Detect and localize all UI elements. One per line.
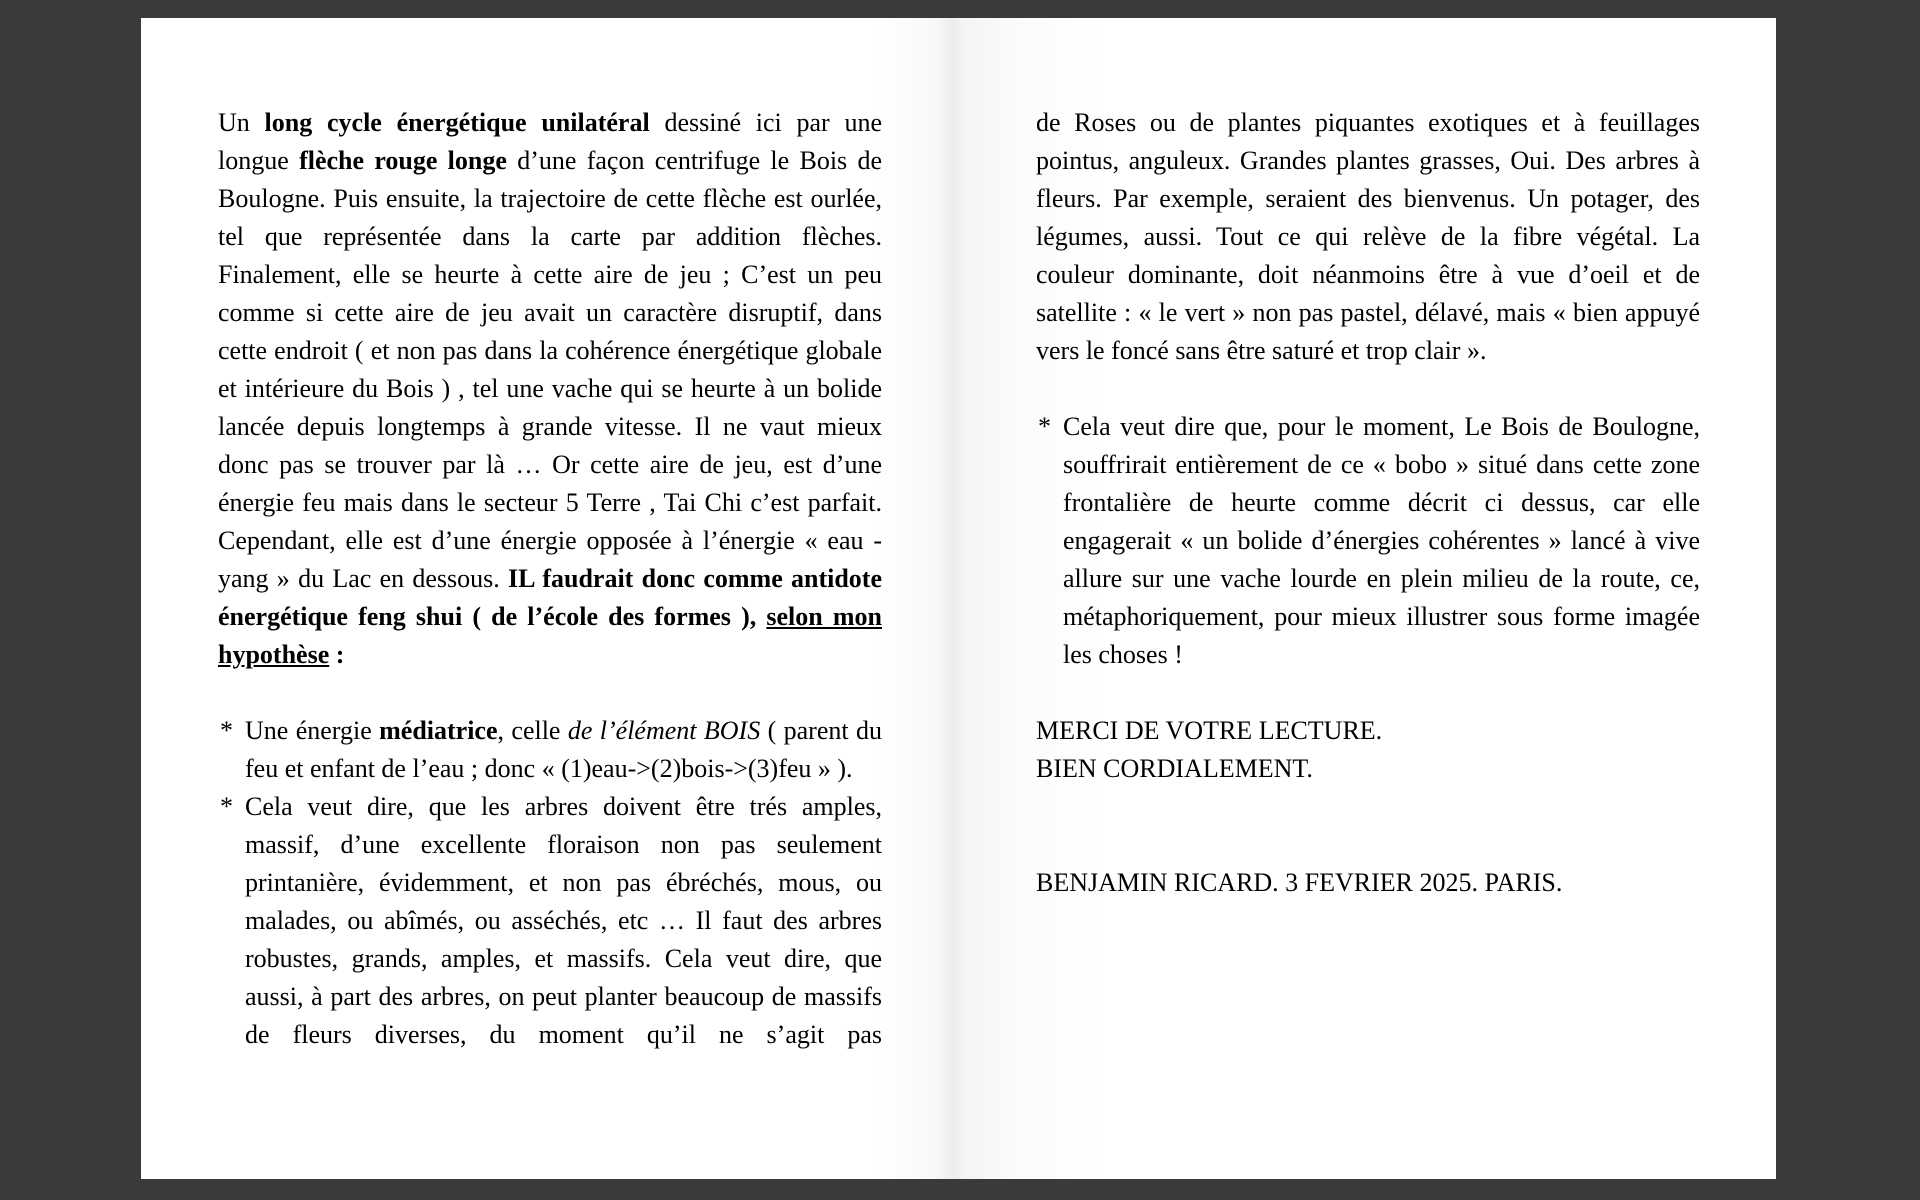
- bullet-arbres: [218, 788, 882, 1054]
- document-page-spread: [141, 18, 1776, 1179]
- bullet-text: Une énergie médiatrice, celle de l’élément BOIS ( parent du feu et enfant de l’eau ; donc « (1)eau->(2)bois->(3)feu » ).: [245, 716, 882, 783]
- page-right: [1036, 104, 1700, 902]
- bullet-text: Cela veut dire, que les arbres doivent être trés amples, massif, d’une excellente floraison non pas seulement printanière, évidemment, et non pas ébréchés, mous, ou malades, ou abîmés, ou asséchés, etc … Il faut des arbres robustes, grands, amples, et massifs. Cela veut dire, que aussi, à part des arbres, on peut planter beaucoup de massifs de fleurs diverses, du moment qu’il ne s’agit pas: [245, 792, 882, 1049]
- closing-block: [1036, 712, 1700, 788]
- bullet-bobo: [1036, 408, 1700, 674]
- page-left: [218, 104, 882, 1054]
- bullet-mediatrice: [218, 712, 882, 788]
- paragraph-intro: Un long cycle énergétique unilatéral dessiné ici par une longue flèche rouge longe d’une façon centrifuge le Bois de Boulogne. Puis ensuite, la trajectoire de cette flèche est ourlée, tel que représentée dans la carte par addition flèches. Finalement, elle se heurte à cette aire de jeu ; C’est un peu comme si cette aire de jeu avait un caractère disruptif, dans cette endroit ( et non pas dans la cohérence énergétique globale et intérieure du Bois ) , tel une vache qui se heurte à un bolide lancée depuis longtemps à grande vitesse. Il ne vaut mieux donc pas se trouver par là … Or cette aire de jeu, est d’une énergie feu mais dans le secteur 5 Terre , Tai Chi c’est parfait. Cependant, elle est d’une énergie opposée à l’énergie « eau - yang » du Lac en dessous. IL faudrait donc comme antidote énergétique feng shui ( de l’école des formes ), selon mon hypothèse :: [218, 108, 883, 669]
- closing-line-merci: MERCI DE VOTRE LECTURE.: [1036, 716, 1383, 745]
- signature-line: BENJAMIN RICARD. 3 FEVRIER 2025. PARIS.: [1036, 868, 1563, 897]
- bullet-text: Cela veut dire que, pour le moment, Le Bois de Boulogne, souffrirait entièrement de ce « bobo » situé dans cette zone frontalière de heurte comme décrit ci dessus, car elle engagerait « un bolide d’énergies cohérentes » lancé à vive allure sur une vache lourde en plein milieu de la route, ce, métaphoriquement, pour mieux illustrer sous forme imagée les choses !: [1063, 412, 1700, 669]
- paragraph-continuation: de Roses ou de plantes piquantes exotiques et à feuillages pointus, anguleux. Grandes plantes grasses, Oui. Des arbres à fleurs. Par exemple, seraient des bienvenus. Un potager, des légumes, aussi. Tout ce qui relève de la fibre végétal. La couleur dominante, doit néanmoins être à vue d’oeil et de satellite : « le vert » non pas pastel, délavé, mais « bien appuyé vers le foncé sans être saturé et trop clair ».: [1036, 108, 1700, 365]
- closing-line-cordialement: BIEN CORDIALEMENT.: [1036, 754, 1313, 783]
- bullet-marker: *: [220, 716, 233, 745]
- bullet-marker: *: [220, 792, 233, 821]
- bullet-marker: *: [1038, 412, 1051, 441]
